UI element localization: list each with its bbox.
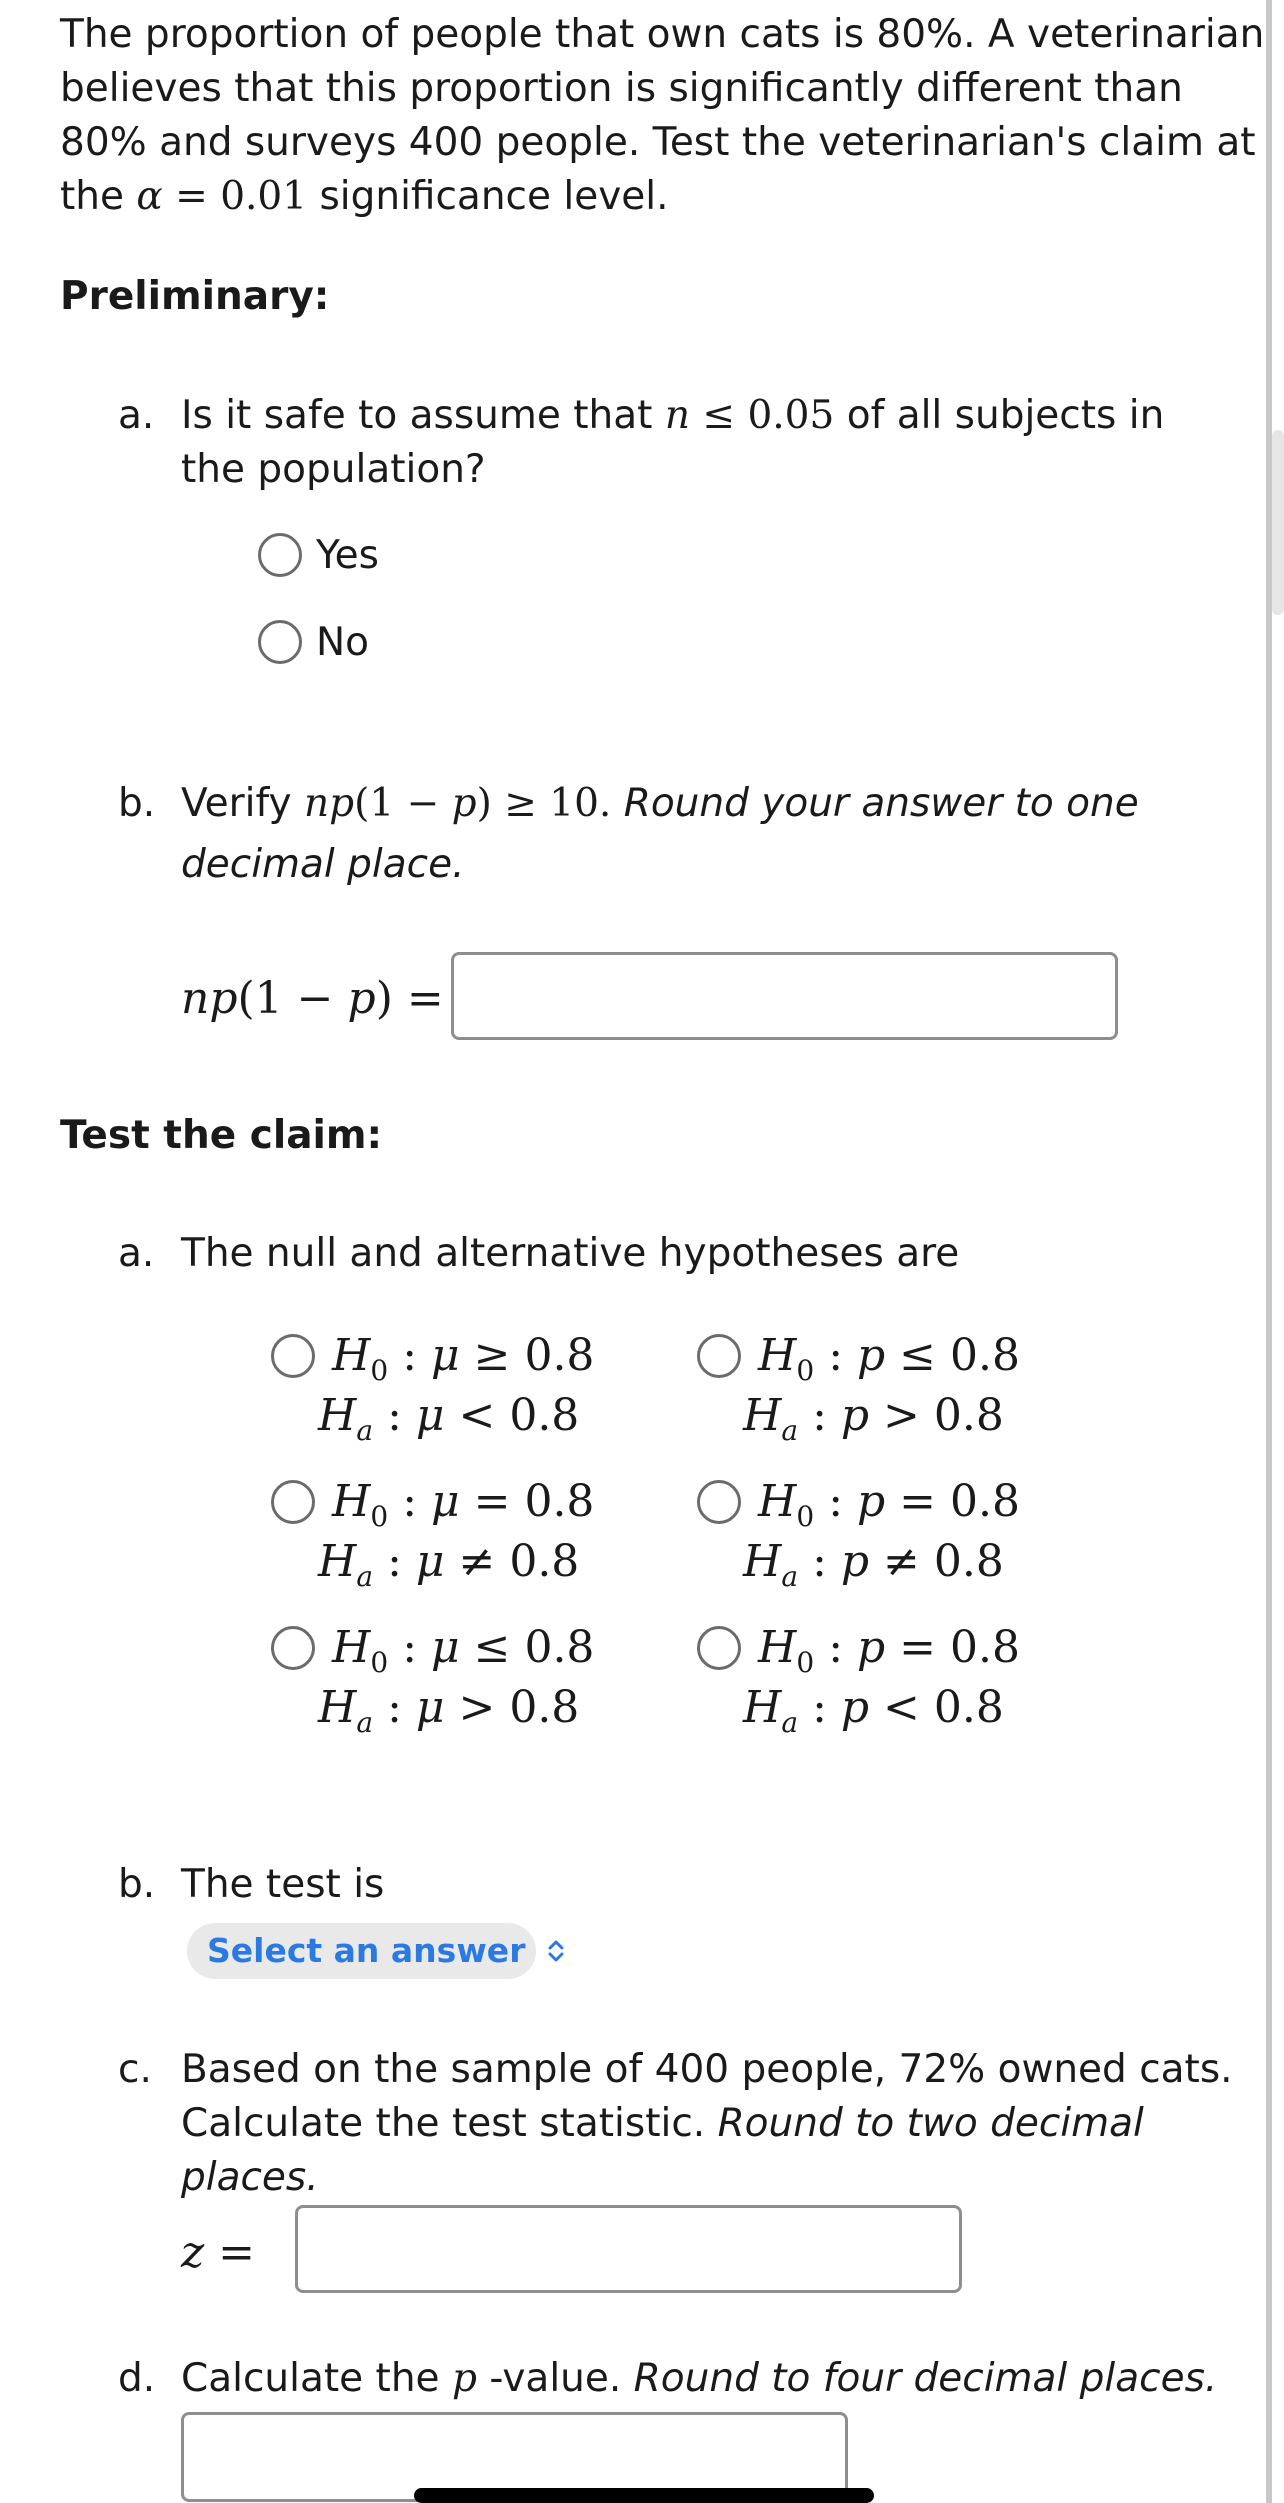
hyp-mu-ge-ha: $H_a$ : μ < 0.8	[318, 1390, 580, 1447]
test-b-letter: b.	[118, 1862, 156, 1907]
intro-line-1: The proportion of people that own cats is 80%. A veterinarian	[60, 12, 1265, 57]
test-d-letter: d.	[118, 2356, 156, 2401]
np-label: np(1 − p) =	[181, 973, 444, 1024]
home-indicator	[414, 2488, 874, 2503]
radio-hyp-p-eq-lt[interactable]	[697, 1626, 741, 1670]
hyp-p-eq-lt-ha: $H_a$ : p < 0.8	[743, 1682, 1004, 1739]
test-b-question: The test is	[181, 1862, 385, 1907]
radio-hyp-mu-le[interactable]	[271, 1626, 315, 1670]
hyp-p-le-ha: $H_a$ : p > 0.8	[743, 1390, 1004, 1447]
preliminary-heading: Preliminary:	[60, 274, 330, 319]
test-c-letter: c.	[118, 2047, 152, 2092]
prelim-a-question: Is it safe to assume that n ≤ 0.05 of all subjects in	[181, 393, 1165, 438]
np-input[interactable]	[451, 952, 1118, 1040]
prelim-b-letter: b.	[118, 781, 156, 826]
test-a-letter: a.	[118, 1231, 155, 1276]
test-heading: Test the claim:	[60, 1113, 383, 1158]
radio-no[interactable]	[258, 620, 302, 664]
intro-line-3: 80% and surveys 400 people. Test the veterinarian's claim at	[60, 120, 1256, 165]
radio-hyp-p-eq-ne[interactable]	[697, 1480, 741, 1524]
radio-yes[interactable]	[258, 533, 302, 577]
scroll-thumb[interactable]	[1272, 430, 1284, 615]
test-type-select-label: Select an answer	[207, 1931, 526, 1970]
hyp-mu-eq-ha: $H_a$ : μ ≠ 0.8	[318, 1536, 580, 1593]
test-d-question: Calculate the p -value. Round to four decimal places.	[181, 2356, 1218, 2401]
prelim-b-question: Verify np(1 − p) ≥ 10. Round your answer to one	[181, 781, 1139, 826]
z-input[interactable]	[295, 2205, 962, 2293]
option-yes-label: Yes	[316, 533, 379, 578]
hyp-p-le-h0: $H_0$ : p ≤ 0.8	[758, 1330, 1020, 1387]
radio-hyp-p-le[interactable]	[697, 1334, 741, 1378]
hyp-mu-ge-h0: $H_0$ : μ ≥ 0.8	[332, 1330, 595, 1387]
intro-line-2: believes that this proportion is significantly different than	[60, 66, 1183, 111]
intro-line-4: the α = 0.01 significance level.	[60, 174, 669, 219]
hyp-p-eq-lt-h0: $H_0$ : p = 0.8	[758, 1622, 1020, 1679]
z-label: z =	[181, 2227, 256, 2278]
chevron-updown-icon	[547, 1925, 565, 1981]
hyp-p-eq-ne-ha: $H_a$ : p ≠ 0.8	[743, 1536, 1004, 1593]
prelim-a-question-line-2: the population?	[181, 447, 486, 492]
hyp-mu-le-h0: $H_0$ : μ ≤ 0.8	[332, 1622, 595, 1679]
radio-hyp-mu-eq[interactable]	[271, 1480, 315, 1524]
test-a-question: The null and alternative hypotheses are	[181, 1231, 960, 1276]
test-c-line-1: Based on the sample of 400 people, 72% owned cats.	[181, 2047, 1233, 2092]
radio-hyp-mu-ge[interactable]	[271, 1334, 315, 1378]
option-no-label: No	[316, 620, 370, 665]
test-c-line-2: Calculate the test statistic. Round to two decimal	[181, 2101, 1144, 2146]
hyp-mu-le-ha: $H_a$ : μ > 0.8	[318, 1682, 580, 1739]
test-c-line-3: places.	[181, 2155, 319, 2200]
page-scrollbar[interactable]	[1266, 0, 1284, 2503]
hyp-p-eq-ne-h0: $H_0$ : p = 0.8	[758, 1476, 1020, 1533]
hyp-mu-eq-h0: $H_0$ : μ = 0.8	[332, 1476, 595, 1533]
prelim-b-question-line-2: decimal place.	[181, 842, 465, 887]
test-type-select[interactable]	[187, 1923, 536, 1979]
prelim-a-letter: a.	[118, 393, 155, 438]
